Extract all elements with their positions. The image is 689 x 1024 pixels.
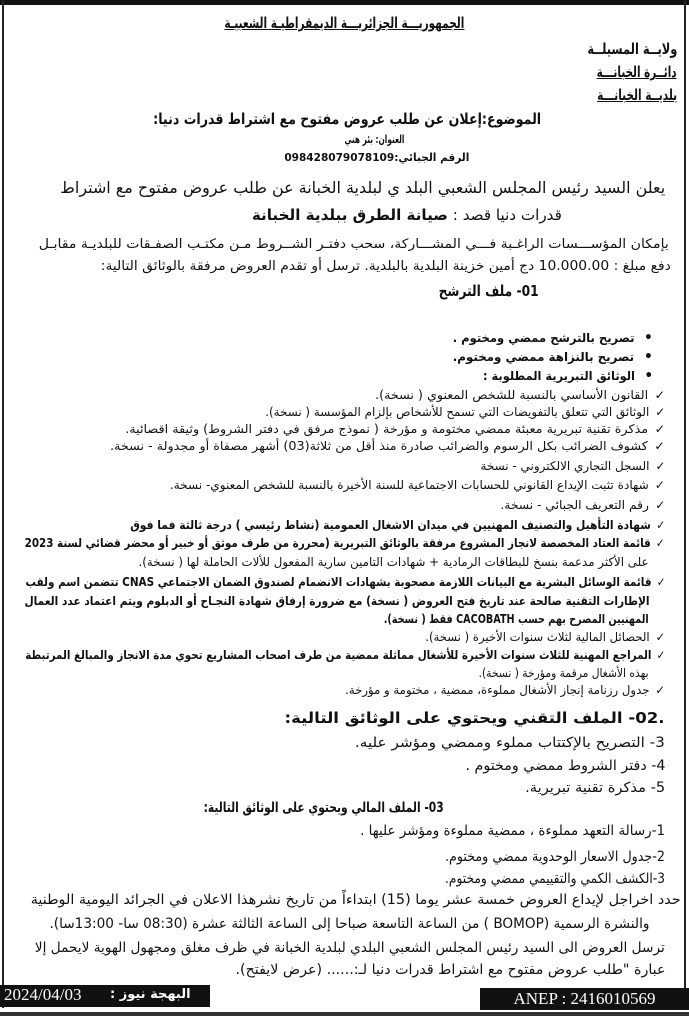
check-item-continued: الإطارات التقنية صالحة عند تاريخ فتح العروض ( نسخة) مع ضرورة إرفاق شهادة النجـاح أو الدبلوم ويتم اعتماد عدد العمال bbox=[24, 594, 649, 608]
tax-id: الرقم الجبائي:098428079078109 bbox=[284, 151, 469, 164]
newspaper-name: البهجة نيوز : bbox=[110, 987, 191, 1002]
check-item: ✓ قائمة العتاد المخصصة لانجاز المشروع مرفقة بالوثائق التبريرية (محررة من طرف موثق أو خبير أو محضر قضائي لسنة 2023 bbox=[25, 536, 665, 550]
project-title: صيانة الطرق ببلدية الخبانة bbox=[252, 206, 449, 224]
section-3-title: 03- الملف المالي ويحتوي على الوثائق التالية: bbox=[204, 800, 444, 816]
bottom-border bbox=[0, 1012, 689, 1016]
address: العنوان: بئر هني bbox=[344, 133, 404, 146]
technical-item: 3- التصريح بالإكتتاب مملوء وممضي ومؤشر عليه. bbox=[355, 735, 665, 751]
daira-label: دائــرة الخبانـــة bbox=[597, 63, 677, 81]
bullet-item: • تصريح بالترشح ممضي ومختوم . bbox=[453, 330, 653, 346]
check-item-continued: المهنيين المصرح بهم حسب CACOBATH فقط ( نسخة). bbox=[384, 612, 649, 626]
subject-title: الموضوع:إعلان عن طلب عروض مفتوح مع اشتراط قدرات دنيا: bbox=[153, 110, 541, 128]
intro-line-1: يعلن السيد رئيس المجلس الشعبي البلد ي لبلدية الخبانة عن طلب عروض مفتوح مع اشتراط bbox=[60, 178, 665, 197]
check-item: ✓ شهادة تثبت الإيداع القانوني للحسابات الاجتماعية للسنة الأخيرة بالنسبة للشخص المعنوي- نسخة. bbox=[170, 478, 665, 492]
submission-line-2: عبارة "طلب عروض مفتوح مع اشتراط قدرات دنيا لـ:...... (عرض لايفتح). bbox=[235, 962, 665, 978]
financial-item: 1-رسالة التعهد مملوءة ، ممضية مملوءة ومؤشر عليها . bbox=[360, 823, 665, 839]
intro-line-2 bbox=[252, 206, 562, 224]
check-item: ✓ الوثائق التي تتعلق بالتفويضات التي تسمح للأشخاص بإلزام المؤسسة ( نسخة). bbox=[265, 405, 665, 419]
check-item: ✓ مذكرة تقنية تبريرية معبئة ممضي مختومة و مؤرخة ( نموذج مرفق في دفتر الشروط) وثيقة اقصائية. bbox=[125, 422, 665, 436]
anep-number: ANEP : 2416010569 bbox=[480, 988, 689, 1010]
check-item-continued: بهذه الأشغال مرقمة ومؤرخة ( نسخة). bbox=[479, 666, 649, 680]
check-item: ✓ قائمة الوسائل البشرية مع البيانات اللازمة مصحوبة بشهادات الانضمام لصندوق الضمان الاجتماعي CNAS تتضمن اسم ولقب bbox=[25, 575, 665, 589]
newspaper-date-bar bbox=[0, 985, 210, 1007]
intro-line-4: دفع مبلغ : 10.000.00 دج أمين خزينة البلدية بالبلدية. ترسل أو تقدم العروض مرفقة بالوثائق التالية: bbox=[101, 259, 671, 274]
intro-prefix: قدرات دنيا قصد : bbox=[452, 206, 562, 224]
deadline-line-2: والنشرة الرسمية (BOMOP ) من الساعة التاسعة صباحا إلى الساعة الثالثة عشرة (08:30 سا- 13:00سا). bbox=[49, 916, 649, 932]
technical-item: 5- مذكرة تقنية تبريرية. bbox=[525, 780, 665, 796]
submission-line-1: ترسل العروض الى السيد رئيس المجلس الشعبي البلدي لبلدية الخبانة في ظرف مغلق ومجهول الهوية لايحمل إلا bbox=[35, 940, 665, 956]
check-item: ✓ الحصائل المالية لثلاث سنوات الأخيرة ( نسخة). bbox=[425, 630, 665, 644]
check-item: ✓ جدول رزنامة إنجاز الأشغال مملوءة، ممضية ، مختومة و مؤرخة. bbox=[345, 683, 665, 697]
intro-line-3: بإمكان المؤســـسات الراغـبة فـــي المشـــاركة، سحب دفتـر الشــروط مـن مكتـب الصفـقات للبلديـة مقابـل bbox=[39, 237, 669, 252]
republic-title: الجمهوريـــة الجزائريـــة الديمقراطيـة الشعبيـة bbox=[224, 14, 464, 32]
check-item: ✓ شهادة التأهيل والتصنيف المهنيين في ميدان الاشغال العمومية (نشاط رئيسي ) درجة ثالثة فما فوق bbox=[130, 518, 665, 532]
check-item: ✓ المراجع المهنية للثلاث سنوات الأخيرة للأشغال مماثلة ممضية من طرف اصحاب المشاريع تحوي مدة الانجاز والمبالغ المرتبطة bbox=[25, 648, 665, 662]
financial-item: 3-الكشف الكمي والتقييمي ممضي ومختوم. bbox=[445, 871, 665, 887]
commune-label: بلديــة الخبانـــة bbox=[597, 86, 677, 104]
check-item-continued: على الأكثر مدعمة بنسخ للبطاقات الرمادية + شهادات التامين سارية المفعول للألات الحاملة لها ( نسخة). bbox=[139, 555, 649, 569]
section-2-title: .02- الملف التقني ويحتوي على الوثائق التالية: bbox=[285, 709, 665, 727]
bullet-item: • تصريح بالنزاهة ممضي ومختوم. bbox=[453, 349, 653, 365]
check-item: ✓ كشوف الضرائب بكل الرسوم والضرائب صادرة منذ أقل من ثلاثة(03) أشهر مصفاة أو مجدولة - نسخة. bbox=[110, 439, 665, 453]
check-item: ✓ السجل التجاري الالكتروني - نسخة bbox=[480, 459, 665, 473]
financial-item: 2-جدول الاسعار الوحدوية ممضي ومختوم. bbox=[445, 849, 665, 865]
technical-item: 4- دفتر الشروط ممضي ومختوم . bbox=[465, 758, 665, 774]
section-1-title: 01- ملف الترشح bbox=[439, 282, 539, 300]
check-item: ✓ رقم التعريف الجبائي - نسخة. bbox=[500, 498, 665, 512]
bullet-item: • الوثائق التبريرية المطلوبة : bbox=[483, 368, 653, 384]
check-item: ✓ القانون الأساسي بالنسبة للشخص المعنوي ( نسخة). bbox=[375, 388, 665, 402]
deadline-line-1: حدد اخراجل لإيداع العروض خمسة عشر يوما (15) ابتداءاً من تاريخ نشرهذا الاعلان في الجرائد اليومية الوطنية bbox=[31, 892, 681, 908]
wilaya-label: ولايــة المسيلــة bbox=[587, 40, 677, 58]
publication-date: 2024/04/03 bbox=[4, 985, 82, 1004]
